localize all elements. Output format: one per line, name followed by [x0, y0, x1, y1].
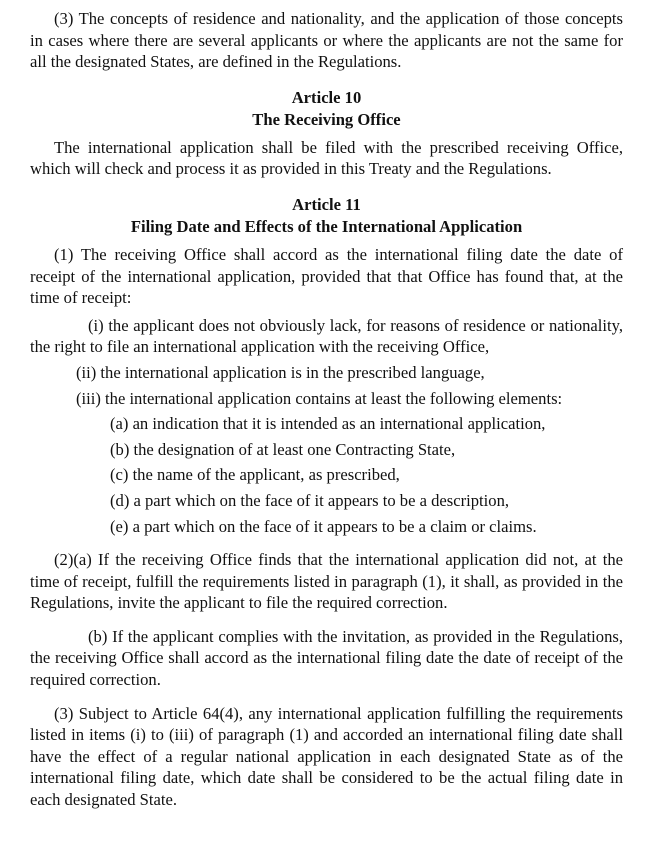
article-10-subtitle: The Receiving Office [252, 109, 401, 129]
article-10-heading [30, 87, 623, 131]
article-11-paragraph-1: (1) The receiving Office shall accord as the international filing date the date of receipt of the international application, provided that that Office has found that, at the time of receipt: [30, 244, 623, 308]
article-11-paragraph-3: (3) Subject to Article 64(4), any international application fulfilling the requirements listed in items (i) to (iii) of paragraph (1) and accorded an international filing date shall have the effect of a regular national application in each designated State as of the international filing date, which date shall be considered to be the actual filing date in each designated State. [30, 703, 623, 810]
article-11-item-i: (i) the applicant does not obviously lack, for reasons of residence or nationality, the right to file an international application with the receiving Office, [30, 315, 623, 357]
article-11-sub-d: (d) a part which on the face of it appears to be a description, [110, 490, 510, 510]
article-10-body: The international application shall be filed with the prescribed receiving Office, which will check and process it as provided in this Treaty and the Regulations. [30, 137, 623, 179]
article-11-subtitle: Filing Date and Effects of the International Application [130, 216, 523, 236]
article-11-sub-c: (c) the name of the applicant, as prescribed, [110, 465, 400, 485]
paragraph-residence-nationality: (3) The concepts of residence and nationality, and the application of those concepts in cases where there are several applicants or where the applicants are not the same for all the designated States, are defined in the Regulations. [30, 9, 623, 72]
article-11-paragraph-2a: (2)(a) If the receiving Office finds that the international application did not, at the time of receipt, fulfill the requirements listed in paragraph (1), it shall, as provided in the Regulations, invite the applicant to file the required correction. [30, 550, 623, 613]
article-11-paragraph-2b: (b) If the applicant complies with the invitation, as provided in the Regulations, the receiving Office shall accord as the international filing date the date of receipt of the required correction. [30, 626, 623, 690]
article-10-title: Article 10 [291, 87, 362, 107]
article-11-sub-e: (e) a part which on the face of it appears to be a claim or claims. [110, 516, 537, 536]
article-11-title: Article 11 [292, 194, 361, 214]
article-11-item-ii: (ii) the international application is in the prescribed language, [76, 362, 485, 382]
article-11-sub-a: (a) an indication that it is intended as an international application, [110, 414, 546, 434]
article-11-sub-b: (b) the designation of at least one Contracting State, [110, 439, 456, 459]
article-11-item-iii: (iii) the international application contains at least the following elements: [76, 388, 563, 408]
article-11-heading [30, 194, 623, 238]
